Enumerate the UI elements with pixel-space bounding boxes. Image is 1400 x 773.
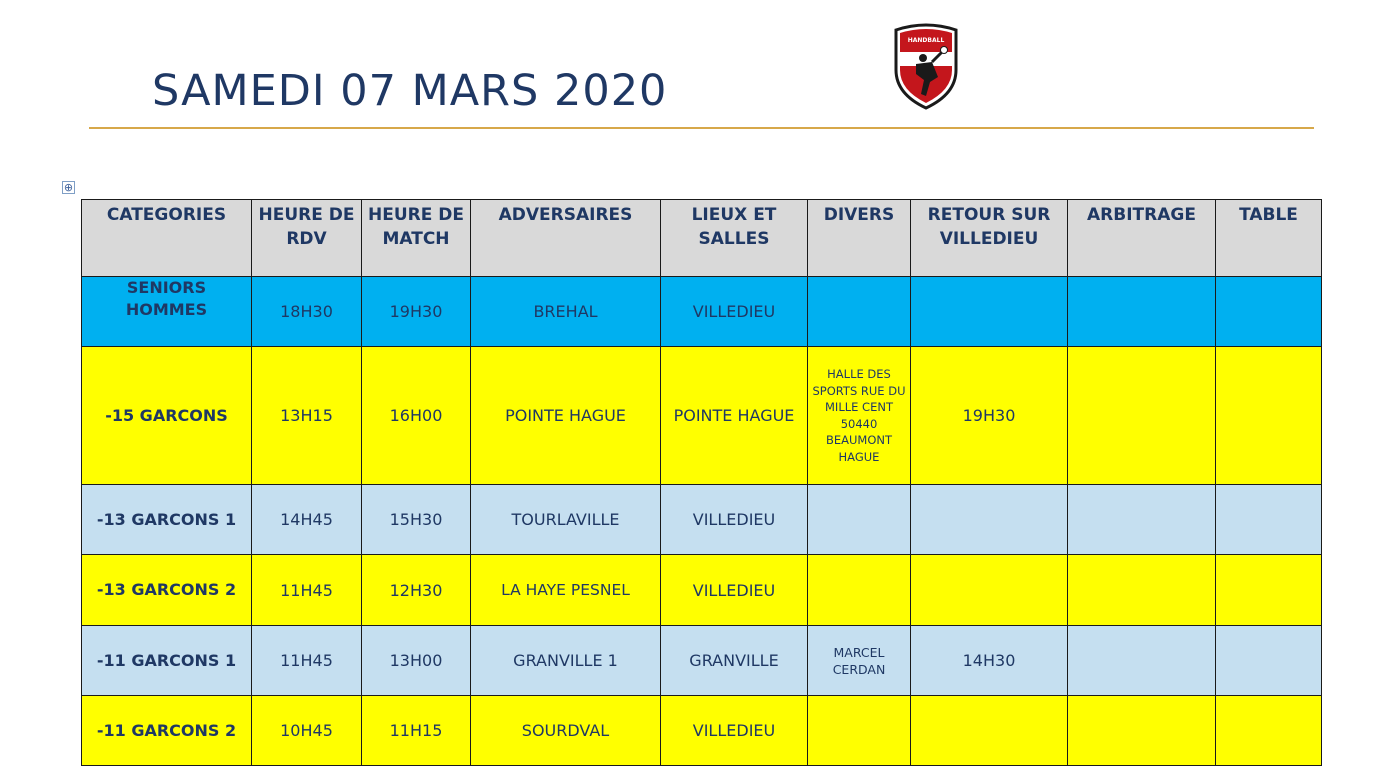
cell-retour	[911, 485, 1068, 555]
cell-lieux: VILLEDIEU	[661, 555, 808, 626]
cell-heure-rdv: 18H30	[252, 277, 362, 347]
cell-arbitrage	[1068, 626, 1216, 696]
cell-heure-match: 16H00	[362, 347, 471, 485]
cell-arbitrage	[1068, 277, 1216, 347]
cell-heure-match: 13H00	[362, 626, 471, 696]
table-move-handle-icon[interactable]: ⊕	[63, 181, 74, 194]
cell-divers	[808, 277, 911, 347]
cell-heure-rdv: 14H45	[252, 485, 362, 555]
cell-table	[1216, 626, 1322, 696]
table-row	[82, 555, 1322, 626]
cell-retour	[911, 696, 1068, 766]
cell-heure-rdv: 13H15	[252, 347, 362, 485]
cell-heure-rdv: 11H45	[252, 626, 362, 696]
cell-arbitrage	[1068, 555, 1216, 626]
table-row	[82, 626, 1322, 696]
cell-heure-match: 15H30	[362, 485, 471, 555]
cell-table	[1216, 555, 1322, 626]
cell-arbitrage	[1068, 485, 1216, 555]
cell-adversaires: SOURDVAL	[471, 696, 661, 766]
cell-divers	[808, 555, 911, 626]
cell-lieux: POINTE HAGUE	[661, 347, 808, 485]
cell-table	[1216, 696, 1322, 766]
cell-categorie: -11 GARCONS 2	[82, 696, 252, 766]
cell-categorie: -11 GARCONS 1	[82, 626, 252, 696]
cell-lieux: GRANVILLE	[661, 626, 808, 696]
cell-arbitrage	[1068, 696, 1216, 766]
header-categories: CATEGORIES	[82, 200, 252, 277]
page-title: SAMEDI 07 MARS 2020	[152, 66, 668, 116]
cell-retour: 19H30	[911, 347, 1068, 485]
cell-retour: 14H30	[911, 626, 1068, 696]
handball-club-shield-logo	[886, 22, 966, 112]
title-underline	[89, 127, 1314, 129]
cell-divers	[808, 696, 911, 766]
header-divers: DIVERS	[808, 200, 911, 277]
table-row	[82, 696, 1322, 766]
cell-adversaires: BREHAL	[471, 277, 661, 347]
cell-lieux: VILLEDIEU	[661, 277, 808, 347]
table-row	[82, 347, 1322, 485]
cell-table	[1216, 277, 1322, 347]
cell-retour	[911, 555, 1068, 626]
cell-heure-rdv: 11H45	[252, 555, 362, 626]
svg-text:HANDBALL: HANDBALL	[907, 37, 945, 44]
cell-table	[1216, 347, 1322, 485]
cell-heure-match: 12H30	[362, 555, 471, 626]
cell-table	[1216, 485, 1322, 555]
header-adversaires: ADVERSAIRES	[471, 200, 661, 277]
cell-retour	[911, 277, 1068, 347]
cell-arbitrage	[1068, 347, 1216, 485]
header-heure-rdv: HEURE DE RDV	[252, 200, 362, 277]
table-header-row	[82, 200, 1322, 277]
cell-categorie: -13 GARCONS 1	[82, 485, 252, 555]
cell-divers	[808, 485, 911, 555]
cell-heure-match: 11H15	[362, 696, 471, 766]
cell-adversaires: GRANVILLE 1	[471, 626, 661, 696]
cell-adversaires: POINTE HAGUE	[471, 347, 661, 485]
header-lieux: LIEUX ET SALLES	[661, 200, 808, 277]
cell-categorie: SENIORS HOMMES	[82, 277, 252, 347]
header-arbitrage: ARBITRAGE	[1068, 200, 1216, 277]
cell-categorie: -13 GARCONS 2	[82, 555, 252, 626]
cell-adversaires: LA HAYE PESNEL	[471, 555, 661, 626]
header-table: TABLE	[1216, 200, 1322, 277]
cell-categorie: -15 GARCONS	[82, 347, 252, 485]
cell-lieux: VILLEDIEU	[661, 485, 808, 555]
header-heure-match: HEURE DE MATCH	[362, 200, 471, 277]
cell-divers: HALLE DES SPORTS RUE DU MILLE CENT 50440 BEAUMONT HAGUE	[808, 347, 911, 485]
table-row	[82, 277, 1322, 347]
cell-adversaires: TOURLAVILLE	[471, 485, 661, 555]
cell-lieux: VILLEDIEU	[661, 696, 808, 766]
cell-divers: MARCEL CERDAN	[808, 626, 911, 696]
cell-heure-match: 19H30	[362, 277, 471, 347]
cell-heure-rdv: 10H45	[252, 696, 362, 766]
match-schedule-table	[81, 199, 1322, 766]
table-row	[82, 485, 1322, 555]
header-retour: RETOUR SUR VILLEDIEU	[911, 200, 1068, 277]
